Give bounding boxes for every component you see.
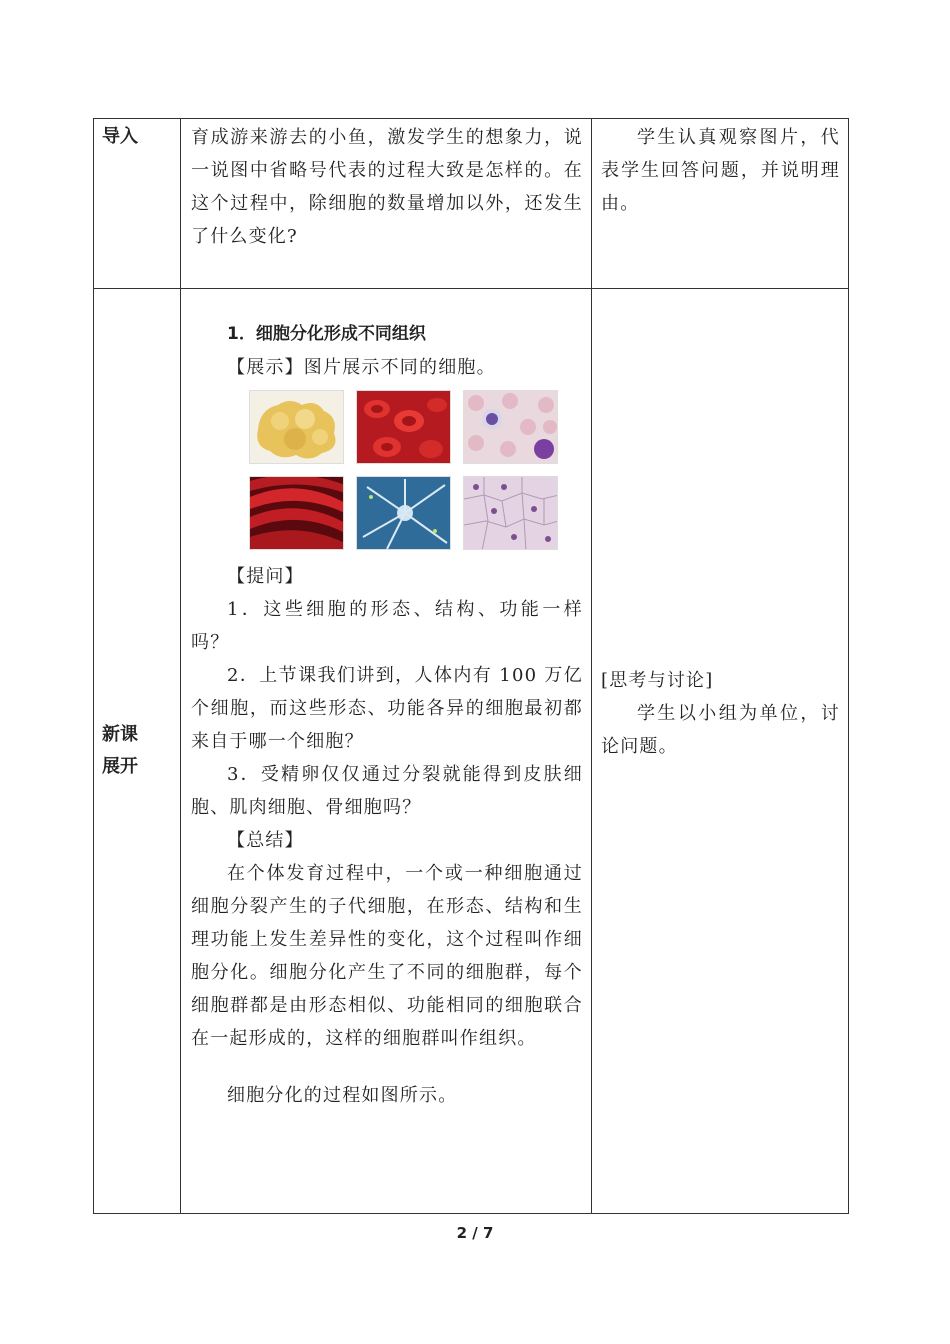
student-activity-cell <box>592 119 849 289</box>
question-3: 3．受精卵仅仅通过分裂就能得到皮肤细胞、肌肉细胞、骨细胞吗？ <box>191 764 583 818</box>
table-row-new-lesson <box>94 289 849 1214</box>
discussion-text: 学生以小组为单位，讨论问题。 <box>601 702 840 757</box>
neuron-cells-image <box>356 476 451 550</box>
summary-text: 在个体发育过程中，一个或一种细胞通过细胞分裂产生的子代细胞，在形态、结构和生理功能上发生差异性的变化，这个过程叫作细胞分化。细胞分化产生了不同的细胞群，每个细胞群都是由形态相似、功能相同的细胞联合在一起形成的，这样的细胞群叫作组织。 <box>191 863 583 1049</box>
process-text: 细胞分化的过程如图所示。 <box>227 1085 458 1106</box>
stage-label-line2: 展开 <box>102 756 138 777</box>
summary-title: 【总结】 <box>227 830 304 851</box>
discussion-title: [思考与讨论] <box>601 669 714 691</box>
stage-cell <box>94 289 181 1214</box>
stage-label-line1: 新课 <box>102 724 138 745</box>
table-row-intro <box>94 119 849 289</box>
teacher-activity-cell <box>181 119 592 289</box>
intro-content: 育成游来游去的小鱼，激发学生的想象力，说一说图中省略号代表的过程大致是怎样的。在这个过程中，除细胞的数量增加以外，还发生了什么变化? <box>191 127 583 247</box>
red-blood-cells-image <box>356 390 451 464</box>
muscle-cells-image <box>249 476 344 550</box>
question-1: 1．这些细胞的形态、结构、功能一样吗？ <box>191 599 583 653</box>
stage-label-new-lesson <box>94 719 180 783</box>
cell-image-grid <box>249 390 583 550</box>
epithelial-cells-image <box>463 476 558 550</box>
blood-smear-cells-image <box>463 390 558 464</box>
section-heading: 1．细胞分化形成不同组织 <box>227 324 426 344</box>
page-number: 2 / 7 <box>456 1224 494 1242</box>
intro-student-activity: 学生认真观察图片，代表学生回答问题，并说明理由。 <box>601 127 840 214</box>
lesson-table <box>93 118 849 1214</box>
question-2: 2．上节课我们讲到，人体内有 100 万亿个细胞，而这些形态、功能各异的细胞最初都来自于哪一个细胞？ <box>191 665 583 752</box>
yellow-tissue-cells-image <box>249 390 344 464</box>
ask-title: 【提问】 <box>227 566 304 587</box>
stage-label-intro: 导入 <box>102 126 138 147</box>
show-text: 【展示】图片展示不同的细胞。 <box>227 357 496 378</box>
teacher-activity-cell <box>181 289 592 1214</box>
student-activity-cell <box>592 289 849 1214</box>
stage-cell <box>94 119 181 289</box>
